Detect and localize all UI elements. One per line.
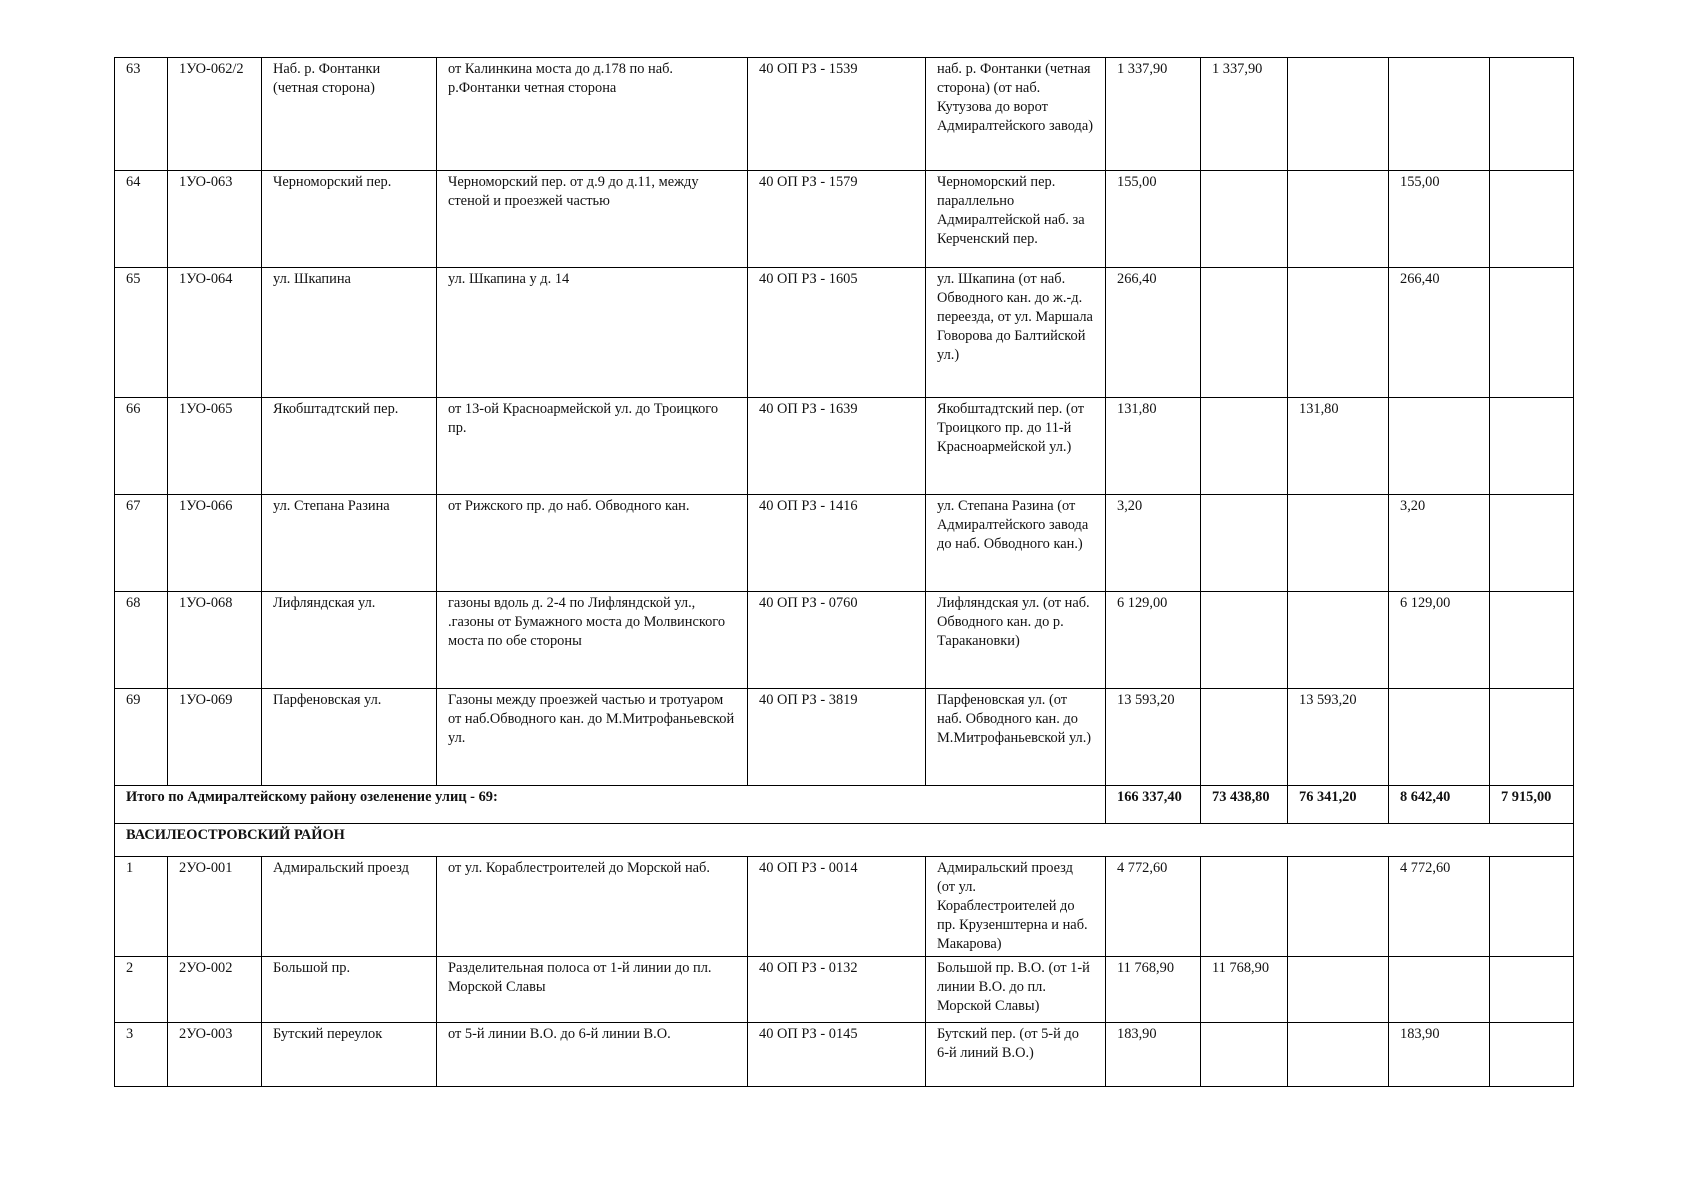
cell-name: Большой пр.: [262, 957, 437, 1023]
cell-code: 1УО-066: [168, 495, 262, 592]
section-title: ВАСИЛЕОСТРОВСКИЙ РАЙОН: [115, 824, 1574, 857]
cell-code: 1УО-064: [168, 268, 262, 398]
cell-total: 6 129,00: [1106, 592, 1201, 689]
cell-col2: [1288, 268, 1389, 398]
cell-description: Газоны между проезжей частью и тротуаром от наб.Обводного кан. до М.Митрофаньевской ул.: [437, 689, 748, 786]
total-col2: 76 341,20: [1288, 786, 1389, 824]
cell-total: 11 768,90: [1106, 957, 1201, 1023]
cell-road: Бутский пер. (от 5-й до 6-й линий В.О.): [926, 1023, 1106, 1087]
cell-road: Якобштадтский пер. (от Троицкого пр. до 11-й Красноармейской ул.): [926, 398, 1106, 495]
cell-registry: 40 ОП РЗ - 1539: [748, 58, 926, 171]
cell-registry: 40 ОП РЗ - 0132: [748, 957, 926, 1023]
cell-name: Бутский переулок: [262, 1023, 437, 1087]
cell-col1: [1201, 689, 1288, 786]
cell-registry: 40 ОП РЗ - 1605: [748, 268, 926, 398]
cell-col2: [1288, 495, 1389, 592]
cell-road: Большой пр. В.О. (от 1-й линии В.О. до пл. Морской Славы): [926, 957, 1106, 1023]
data-table: [114, 57, 1574, 1087]
cell-name: ул. Степана Разина: [262, 495, 437, 592]
cell-col3: 266,40: [1389, 268, 1490, 398]
cell-registry: 40 ОП РЗ - 0145: [748, 1023, 926, 1087]
cell-col3: [1389, 58, 1490, 171]
cell-number: 66: [115, 398, 168, 495]
cell-description: Черноморский пер. от д.9 до д.11, между стеной и проезжей частью: [437, 171, 748, 268]
section-header-row: [115, 824, 1574, 857]
cell-name: ул. Шкапина: [262, 268, 437, 398]
cell-col4: [1490, 689, 1574, 786]
cell-number: 68: [115, 592, 168, 689]
cell-road: Лифляндская ул. (от наб. Обводного кан. до р. Таракановки): [926, 592, 1106, 689]
cell-total: 13 593,20: [1106, 689, 1201, 786]
table-row: [115, 857, 1574, 957]
cell-number: 67: [115, 495, 168, 592]
table-row: [115, 398, 1574, 495]
cell-col2: [1288, 1023, 1389, 1087]
cell-col1: [1201, 495, 1288, 592]
cell-col4: [1490, 495, 1574, 592]
cell-registry: 40 ОП РЗ - 1639: [748, 398, 926, 495]
cell-registry: 40 ОП РЗ - 0760: [748, 592, 926, 689]
cell-col4: [1490, 857, 1574, 957]
table-row: [115, 1023, 1574, 1087]
cell-col1: [1201, 857, 1288, 957]
cell-description: от Рижского пр. до наб. Обводного кан.: [437, 495, 748, 592]
total-col1: 73 438,80: [1201, 786, 1288, 824]
cell-col1: [1201, 171, 1288, 268]
cell-col4: [1490, 592, 1574, 689]
table-row: [115, 689, 1574, 786]
cell-number: 69: [115, 689, 168, 786]
cell-col2: [1288, 58, 1389, 171]
cell-col3: [1389, 398, 1490, 495]
cell-code: 2УО-003: [168, 1023, 262, 1087]
cell-road: Адмиральский проезд (от ул. Кораблестроителей до пр. Крузенштерна и наб. Макарова): [926, 857, 1106, 957]
total-sum: 166 337,40: [1106, 786, 1201, 824]
cell-name: Парфеновская ул.: [262, 689, 437, 786]
cell-road: Парфеновская ул. (от наб. Обводного кан. до М.Митрофаньевской ул.): [926, 689, 1106, 786]
cell-road: наб. р. Фонтанки (четная сторона) (от наб. Кутузова до ворот Адмиралтейского завода): [926, 58, 1106, 171]
cell-description: от Калинкина моста до д.178 по наб. р.Фонтанки четная сторона: [437, 58, 748, 171]
cell-total: 183,90: [1106, 1023, 1201, 1087]
cell-col2: [1288, 957, 1389, 1023]
cell-total: 4 772,60: [1106, 857, 1201, 957]
cell-col1: 1 337,90: [1201, 58, 1288, 171]
cell-description: от 13-ой Красноармейской ул. до Троицкого пр.: [437, 398, 748, 495]
cell-total: 1 337,90: [1106, 58, 1201, 171]
total-col4: 7 915,00: [1490, 786, 1574, 824]
cell-name: Черноморский пер.: [262, 171, 437, 268]
cell-total: 3,20: [1106, 495, 1201, 592]
cell-col1: [1201, 1023, 1288, 1087]
table-row: [115, 957, 1574, 1023]
total-label: Итого по Адмиралтейскому району озеленение улиц - 69:: [115, 786, 1106, 824]
cell-col3: 4 772,60: [1389, 857, 1490, 957]
cell-code: 1УО-069: [168, 689, 262, 786]
cell-registry: 40 ОП РЗ - 1579: [748, 171, 926, 268]
cell-col4: [1490, 957, 1574, 1023]
cell-col1: [1201, 592, 1288, 689]
cell-number: 1: [115, 857, 168, 957]
cell-code: 1УО-068: [168, 592, 262, 689]
cell-col3: 3,20: [1389, 495, 1490, 592]
cell-col3: 6 129,00: [1389, 592, 1490, 689]
cell-col2: [1288, 592, 1389, 689]
cell-name: Наб. р. Фонтанки (четная сторона): [262, 58, 437, 171]
cell-col3: [1389, 957, 1490, 1023]
cell-col3: 155,00: [1389, 171, 1490, 268]
cell-total: 266,40: [1106, 268, 1201, 398]
cell-description: ул. Шкапина у д. 14: [437, 268, 748, 398]
cell-total: 131,80: [1106, 398, 1201, 495]
table-row: [115, 268, 1574, 398]
total-row: [115, 786, 1574, 824]
cell-code: 1УО-063: [168, 171, 262, 268]
cell-number: 65: [115, 268, 168, 398]
cell-number: 2: [115, 957, 168, 1023]
cell-code: 1УО-065: [168, 398, 262, 495]
table-row: [115, 592, 1574, 689]
cell-number: 64: [115, 171, 168, 268]
cell-col1: [1201, 398, 1288, 495]
cell-number: 3: [115, 1023, 168, 1087]
cell-road: ул. Степана Разина (от Адмиралтейского завода до наб. Обводного кан.): [926, 495, 1106, 592]
cell-col4: [1490, 1023, 1574, 1087]
cell-col4: [1490, 398, 1574, 495]
cell-name: Якобштадтский пер.: [262, 398, 437, 495]
cell-number: 63: [115, 58, 168, 171]
cell-registry: 40 ОП РЗ - 3819: [748, 689, 926, 786]
cell-road: Черноморский пер. параллельно Адмиралтейской наб. за Керченский пер.: [926, 171, 1106, 268]
cell-col4: [1490, 268, 1574, 398]
cell-code: 1УО-062/2: [168, 58, 262, 171]
cell-description: Разделительная полоса от 1-й линии до пл. Морской Славы: [437, 957, 748, 1023]
cell-col1: 11 768,90: [1201, 957, 1288, 1023]
cell-col2: 131,80: [1288, 398, 1389, 495]
cell-description: от ул. Кораблестроителей до Морской наб.: [437, 857, 748, 957]
table-body: [115, 58, 1574, 1087]
cell-col1: [1201, 268, 1288, 398]
cell-name: Адмиральский проезд: [262, 857, 437, 957]
cell-code: 2УО-001: [168, 857, 262, 957]
cell-col2: [1288, 857, 1389, 957]
cell-description: газоны вдоль д. 2-4 по Лифляндской ул., .газоны от Бумажного моста до Молвинского моста по обе стороны: [437, 592, 748, 689]
cell-total: 155,00: [1106, 171, 1201, 268]
cell-name: Лифляндская ул.: [262, 592, 437, 689]
cell-registry: 40 ОП РЗ - 0014: [748, 857, 926, 957]
cell-col2: 13 593,20: [1288, 689, 1389, 786]
cell-col3: [1389, 689, 1490, 786]
cell-road: ул. Шкапина (от наб. Обводного кан. до ж.-д. переезда, от ул. Маршала Говорова до Балтийской ул.): [926, 268, 1106, 398]
table-row: [115, 495, 1574, 592]
table-row: [115, 171, 1574, 268]
cell-col2: [1288, 171, 1389, 268]
cell-registry: 40 ОП РЗ - 1416: [748, 495, 926, 592]
total-col3: 8 642,40: [1389, 786, 1490, 824]
cell-col3: 183,90: [1389, 1023, 1490, 1087]
cell-col4: [1490, 58, 1574, 171]
cell-col4: [1490, 171, 1574, 268]
table-row: [115, 58, 1574, 171]
cell-description: от 5-й линии В.О. до 6-й линии В.О.: [437, 1023, 748, 1087]
cell-code: 2УО-002: [168, 957, 262, 1023]
